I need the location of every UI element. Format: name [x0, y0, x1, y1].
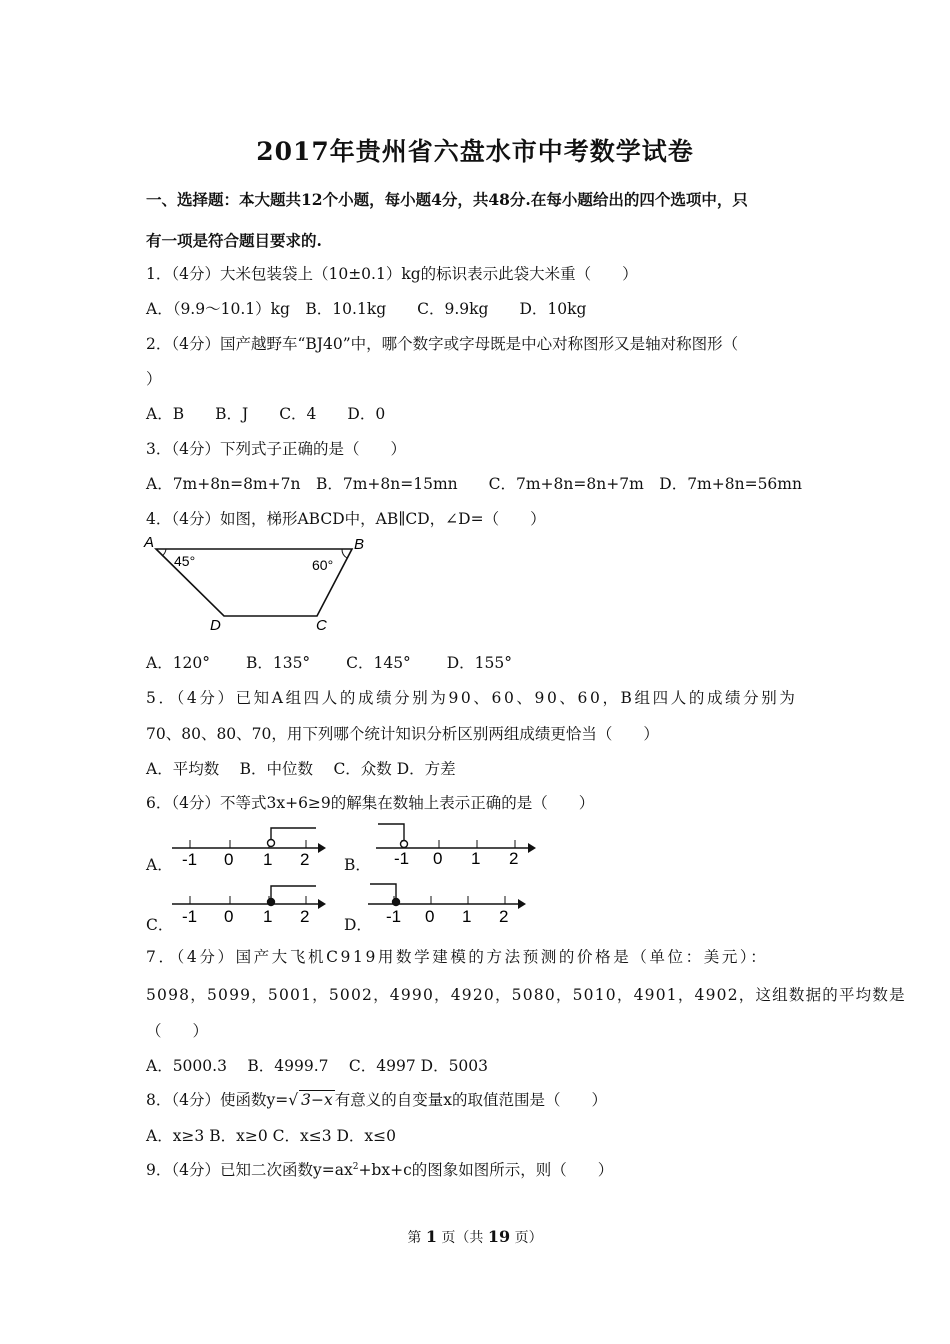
- tick-label-0: 0: [224, 850, 234, 869]
- footer-pre: 第: [407, 1230, 426, 1246]
- tick-label-1: 1: [263, 907, 273, 926]
- question-5-stem: 5．（4分）已知A组四人的成绩分别为90、60、90、60，B组四人的成绩分别为: [146, 689, 798, 707]
- tick-label-1: 1: [462, 907, 472, 926]
- section-heading-line-2: 有一项是符合题目要求的.: [146, 231, 322, 250]
- tick-label-2: 2: [499, 907, 509, 926]
- option-d-label: D．: [344, 916, 372, 934]
- radical-sign: √: [288, 1091, 299, 1109]
- question-4-stem: 4．（4分）如图，梯形ABCD中，AB∥CD，∠D=（ ）: [146, 510, 546, 528]
- question-7-options: A．5000.3 B．4999.7 C．4997 D．5003: [146, 1057, 489, 1075]
- option-b-label: B．: [344, 856, 371, 874]
- angle-label-a: 45°: [174, 553, 196, 569]
- question-7-stem-cont: 5098，5099，5001，5002，4990，4920，5080，5010，4901，4902，这组数据的平均数是: [146, 986, 906, 1004]
- question-7-stem-cont2: （ ）: [146, 1022, 209, 1040]
- section-heading-line-1: 一、选择题：本大题共12个小题，每小题4分，共48分.在每小题给出的四个选项中，只: [146, 190, 748, 209]
- tick-label-0: 0: [224, 907, 234, 926]
- tick-label-neg1: -1: [394, 849, 410, 868]
- question-3-options: A．7m+8n=8m+7n B．7m+8n=15mn C．7m+8n=8n+7m D．7m+8n=56mn: [146, 475, 802, 493]
- option-c-label: C．: [146, 916, 174, 934]
- tick-label-2: 2: [300, 907, 310, 926]
- question-4-options: A．120° B．135° C．145° D．155°: [146, 654, 512, 672]
- tick-label-2: 2: [300, 850, 310, 869]
- tick-label-1: 1: [471, 849, 481, 868]
- tick-label-neg1: -1: [182, 907, 198, 926]
- vertex-label-d: D: [210, 617, 221, 634]
- question-2-stem-cont: ）: [146, 370, 162, 388]
- tick-label-neg1: -1: [182, 850, 198, 869]
- number-line-b: [370, 818, 540, 872]
- number-line-d: [362, 878, 532, 930]
- question-9-stem: [146, 1158, 613, 1180]
- option-a-label: A．: [146, 856, 173, 874]
- question-8-stem-post: 有意义的自变量x的取值范围是（ ）: [334, 1091, 607, 1109]
- vertex-label-a: A: [144, 534, 155, 551]
- angle-label-b: 60°: [312, 557, 334, 573]
- angle-arc-a: [162, 549, 166, 556]
- angle-arc-b: [342, 549, 347, 558]
- tick-label-1: 1: [263, 850, 273, 869]
- trapezoid-figure: [140, 532, 380, 637]
- page-title: 2017年贵州省六盘水市中考数学试卷: [256, 137, 694, 166]
- question-6-stem: 6．（4分）不等式3x+6≥9的解集在数轴上表示正确的是（ ）: [146, 794, 595, 812]
- exponent: 2: [352, 1161, 359, 1172]
- question-2-stem: 2．（4分）国产越野车“BJ40”中，哪个数字或字母既是中心对称图形又是轴对称图形（: [146, 335, 739, 353]
- total-pages: 19: [487, 1227, 511, 1246]
- radicand: 3−x: [301, 1091, 333, 1109]
- question-8-options: A．x≥3 B．x≥0 C．x≤3 D．x≤0: [146, 1127, 397, 1145]
- tick-label-neg1: -1: [386, 907, 402, 926]
- number-line-c: [168, 880, 328, 930]
- question-7-stem: 7．（4分）国产大飞机C919用数学建模的方法预测的价格是（单位：美元）：: [146, 948, 769, 966]
- vertex-label-c: C: [316, 617, 327, 634]
- footer-post: 页）: [510, 1230, 543, 1246]
- question-9-stem-pre: 9．（4分）已知二次函数y=ax: [146, 1161, 353, 1179]
- question-1-stem: 1．（4分）大米包装袋上（10±0.1）kg的标识表示此袋大米重（ ）: [146, 265, 638, 283]
- question-9-stem-post: +bx+c的图象如图所示，则（ ）: [358, 1161, 614, 1179]
- number-line-a: [168, 822, 328, 872]
- question-5-options: A．平均数 B．中位数 C．众数 D．方差: [146, 760, 456, 778]
- tick-label-0: 0: [433, 849, 443, 868]
- page-number: 1: [425, 1227, 437, 1246]
- page-footer: [0, 1227, 950, 1247]
- question-3-stem: 3．（4分）下列式子正确的是（ ）: [146, 440, 406, 458]
- footer-mid: 页（共: [436, 1230, 488, 1246]
- vertex-label-b: B: [354, 536, 365, 553]
- question-8-stem-pre: 8．（4分）使函数y=: [146, 1091, 289, 1109]
- tick-label-2: 2: [509, 849, 519, 868]
- question-2-options: A．B B．J C．4 D．0: [146, 405, 386, 423]
- question-5-stem-cont: 70、80、80、70，用下列哪个统计知识分析区别两组成绩更恰当（ ）: [146, 725, 659, 743]
- question-8-stem: [146, 1088, 607, 1110]
- tick-label-0: 0: [425, 907, 435, 926]
- question-1-options: A．（9.9～10.1）kg B．10.1kg C．9.9kg D．10kg: [146, 300, 587, 318]
